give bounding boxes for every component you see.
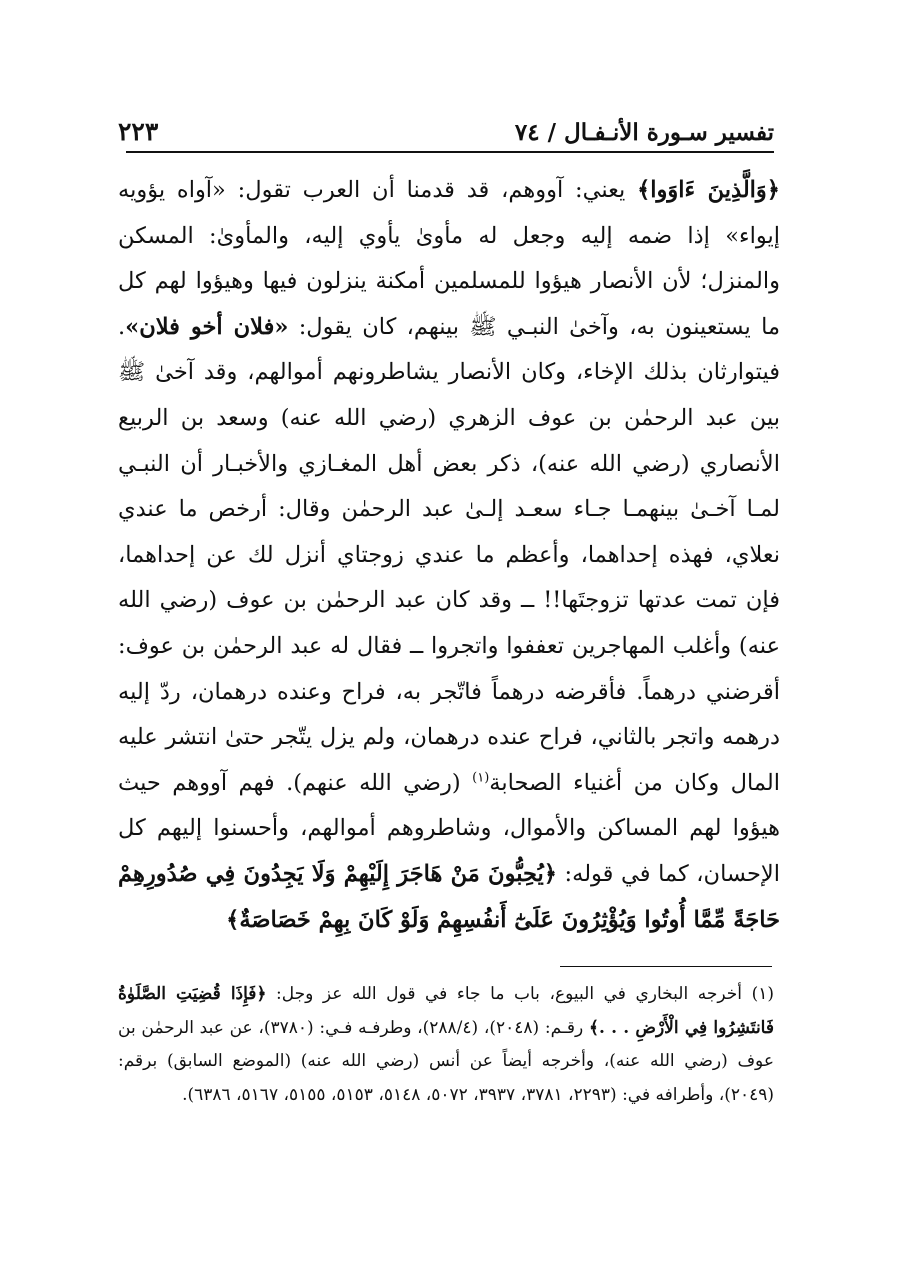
quran-bracket-close: ﴾ (226, 906, 240, 933)
footnote-reference[interactable]: (١) (472, 770, 490, 786)
footnotes (118, 978, 774, 1112)
bold-quote: «فلان أخو فلان» (125, 313, 289, 340)
footnote-number: (١) (751, 984, 774, 1004)
quran-bracket-open: ﴿ (543, 860, 557, 887)
body-text-segment: (رضي الله عنهم). فهم آووهم حيث هيؤوا لهم المساكن والأموال، وشاطروهم أموالهم، وأحسنوا إليهم كل الإحسان، كما في قوله: (118, 769, 781, 887)
body-text-segment: يعني: آووهم، قد قدمنا أن العرب تقول: «آواه يؤويه إيواء» إذا ضمه إليه وجعل له مأوىٰ يأوي إليه، والمأوىٰ: المسكن والمنزل؛ لأن الأنصار هيؤوا للمسلمين أمكنة ينزلون فيها وهيؤوا لهم كل ما يستعينون به، وآخىٰ النبـي ﷺ بينهم، كان يقول: (118, 177, 781, 340)
page-header (118, 100, 774, 146)
footnote-rule (560, 966, 772, 967)
footnote (118, 978, 774, 1112)
quran-verse: فَإِذَا قُضِيَتِ الصَّلَوٰةُ فَانتَشِرُوا فِي الْأَرْضِ . . . (118, 984, 774, 1038)
footnote-text: أخرجه البخاري في البيوع، باب ما جاء في قول الله عز وجل: (266, 984, 752, 1004)
footnote-text: رقـم: (٢٠٤٨)، (٢٨٨/٤)، وطرفـه فـي: (٣٧٨٠)، عن عبد الرحمٰن بن عوف (رضي الله عنه)، وأخرجه أيضاً عن أنس (رضي الله عنه) (الموضع السابق) برقم: (٢٠٤٩)، وأطرافه في: (٢٢٩٣، ٣٧٨١، ٣٩٣٧، ٥٠٧٢، ٥١٤٨، ٥١٥٣، ٥١٥٥، ٥١٦٧، ٦٣٨٦). (118, 1017, 774, 1105)
quran-verse: وَالَّذِينَ ءَاوَوا (650, 177, 767, 203)
quran-bracket-open: ﴿ (256, 984, 267, 1004)
header-rule (126, 151, 774, 153)
quran-bracket-open: ﴿ (766, 177, 780, 203)
paragraph (118, 168, 780, 943)
page-number: ٢٢٣ (118, 117, 159, 146)
quran-bracket-close: ﴾ (588, 1017, 599, 1038)
body-text-segment: . فيتوارثان بذلك الإخاء، وكان الأنصار يشاطرونهم أموالهم، وقد آخىٰ ﷺ بين عبد الرحمٰن بن عوف الزهري (رضي الله عنه) وسعد بن الربيع الأنصاري (رضي الله عنه)، ذكر بعض أهل المغـازي والأخبـار أن النبـي لمـا آخـىٰ بينهمـا جـاء سعـد إلـىٰ عبد الرحمٰن وقال: أرخص ما عندي نعلاي، فهذه إحداهما، وأعظم ما عندي زوجتاي أنزل لك عن إحداهما، فإن تمت عدتها تزوجتَها!! ــ وقد كان عبد الرحمٰن بن عوف (رضي الله عنه) وأغلب المهاجرين تعففوا واتجروا ــ فقال له عبد الرحمٰن بن عوف: أقرضني درهماً. فأقرضه درهماً فاتّجر به، فراح وعنده درهمان، ردّ إليه درهمه واتجر بالثاني، فراح عنده درهمان، ولم يزل يتّجر حتىٰ انتشر عليه المال وكان من أغنياء الصحابة (118, 313, 780, 796)
running-title: تفسير سـورة الأنـفـال / ٧٤ (514, 119, 774, 146)
quran-bracket-close: ﴾ (637, 177, 651, 203)
quran-verse: يُحِبُّونَ مَنْ هَاجَرَ إِلَيْهِمْ وَلَا يَجِدُونَ فِي صُدُورِهِمْ حَاجَةً مِّمَّا أُوتُوا وَيُؤْثِرُونَ عَلَىٰٓ أَنفُسِهِمْ وَلَوْ كَانَ بِهِمْ خَصَاصَةٌ (118, 860, 780, 933)
main-text (118, 168, 780, 943)
